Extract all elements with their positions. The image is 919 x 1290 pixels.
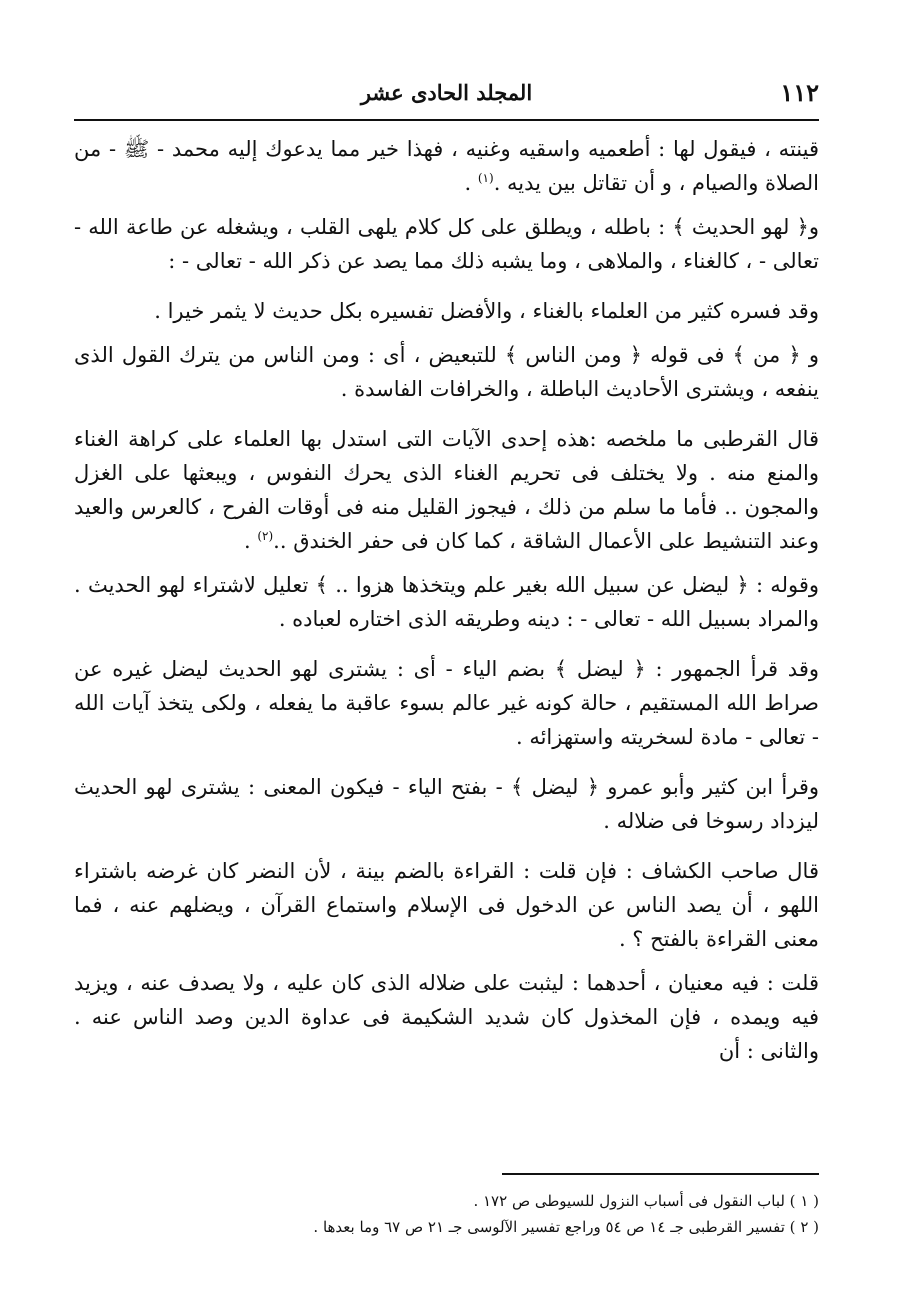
paragraph xyxy=(74,210,819,278)
header-rule xyxy=(74,119,819,121)
paragraph xyxy=(74,338,819,406)
paragraph-tail: . xyxy=(464,171,478,195)
paragraph xyxy=(74,854,819,956)
body-text xyxy=(74,132,819,1084)
running-title: المجلد الحادى عشر xyxy=(360,80,533,105)
paragraph xyxy=(74,132,819,200)
paragraph-text: وقرأ ابن كثير وأبو عمرو ﴿ ليضل ﴾ - بفتح الياء - فيكون المعنى : يشترى لهو الحديث ليزداد رسوخا فى ضلاله . xyxy=(74,775,819,833)
paragraph-text: قال صاحب الكشاف : فإن قلت : القراءة بالضم بينة ، لأن النضر كان غرضه باشتراء اللهو ، أن يصد الناس عن الدخول فى الإسلام واستماع القرآن ، ويضلهم عنه ، فما معنى القراءة بالفتح ؟ . xyxy=(74,859,819,951)
footnote: ( ١ ) لباب النقول فى أسباب النزول للسيوطى ص ١٧٢ . xyxy=(473,1192,819,1210)
footnote-ref: (١) xyxy=(477,171,494,185)
paragraph-text: قينته ، فيقول لها : أطعميه واسقيه وغنيه ، فهذا خير مما يدعوك إليه محمد - ﷺ - من الصلاة والصيام ، و أن تقاتل بين يديه . xyxy=(74,137,819,195)
page-header xyxy=(74,78,819,118)
paragraph-text: وقد قرأ الجمهور : ﴿ ليضل ﴾ بضم الياء - أى : يشترى لهو الحديث ليضل غيره عن صراط الله المستقيم ، حالة كونه غير عالم بسوء عاقبة ما يفعله ، ولكى يتخذ آيات الله - تعالى - مادة لسخريته واستهزائه . xyxy=(74,657,819,749)
footnote-rule xyxy=(502,1173,819,1175)
footnote: ( ٢ ) تفسير القرطبى جـ ١٤ ص ٥٤ وراجع تفسير الآلوسى جـ ٢١ ص ٦٧ وما بعدها . xyxy=(313,1218,819,1236)
page-number: ١١٢ xyxy=(780,78,819,107)
paragraph-text: قال القرطبى ما ملخصه :هذه إحدى الآيات التى استدل بها العلماء على كراهة الغناء والمنع منه . ولا يختلف فى تحريم الغناء الذى يحرك النفوس ، ويبعثها على الغزل والمجون .. فأما ما سلم من ذلك ، فيجوز القليل منه فى أوقات الفرح ، كالعرس والعيد وعند التنشيط على الأعمال الشاقة ، كما كان فى حفر الخندق .. xyxy=(74,427,819,553)
paragraph xyxy=(74,652,819,754)
paragraph-tail: . xyxy=(243,529,258,553)
paragraph-text: قلت : فيه معنيان ، أحدهما : ليثبت على ضلاله الذى كان عليه ، ولا يصدف عنه ، ويزيد فيه ويمده ، فإن المخذول كان شديد الشكيمة فى عداوة الدين وصد الناس عنه . والثانى : أن xyxy=(74,971,819,1063)
paragraph-text: وقد فسره كثير من العلماء بالغناء ، والأفضل تفسيره بكل حديث لا يثمر خيرا . xyxy=(154,299,819,323)
paragraph-text: و﴿ لهو الحديث ﴾ : باطله ، ويطلق على كل كلام يلهى القلب ، ويشغله عن طاعة الله - تعالى - ، كالغناء ، والملاهى ، وما يشبه ذلك مما يصد عن ذكر الله - تعالى - : xyxy=(74,215,819,273)
paragraph-text: و ﴿ من ﴾ فى قوله ﴿ ومن الناس ﴾ للتبعيض ، أى : ومن الناس من يترك القول الذى ينفعه ، ويشترى الأحاديث الباطلة ، والخرافات الفاسدة . xyxy=(74,343,819,401)
paragraph xyxy=(74,770,819,838)
paragraph xyxy=(74,422,819,558)
paragraph-text: وقوله : ﴿ ليضل عن سبيل الله بغير علم ويتخذها هزوا .. ﴾ تعليل لاشتراء لهو الحديث . والمراد بسبيل الله - تعالى - : دينه وطريقه الذى اختاره لعباده . xyxy=(74,573,819,631)
footnote-ref: (٢) xyxy=(257,529,274,543)
footnotes xyxy=(74,1188,819,1240)
paragraph xyxy=(74,568,819,636)
paragraph xyxy=(74,966,819,1068)
paragraph xyxy=(74,294,819,328)
